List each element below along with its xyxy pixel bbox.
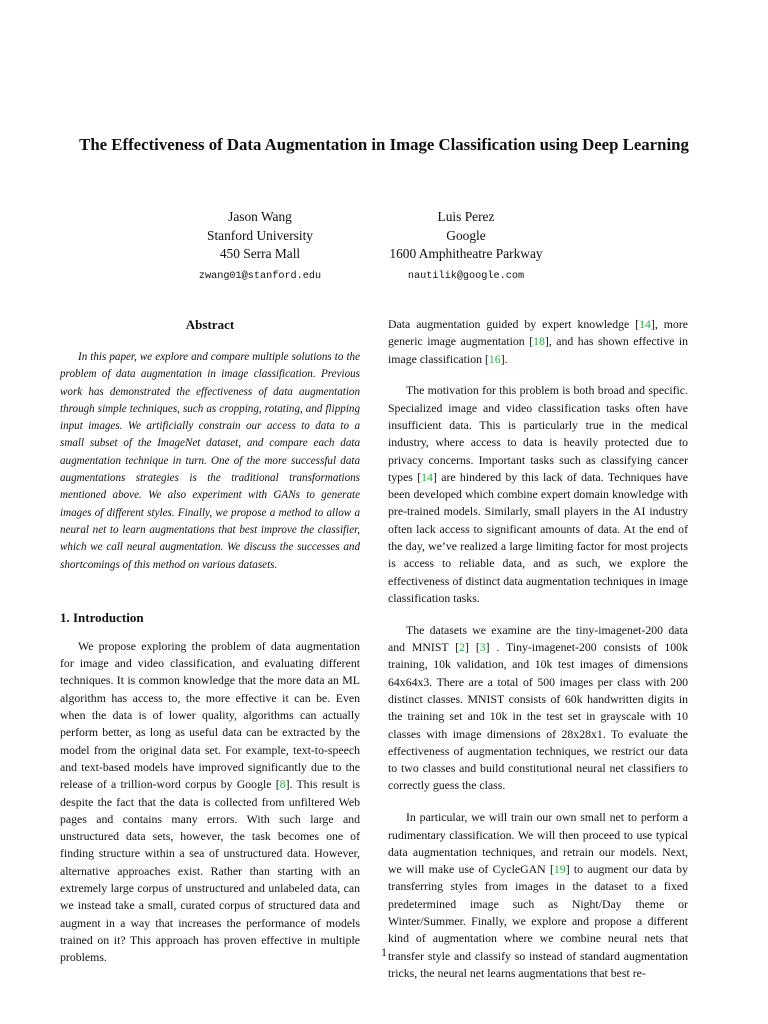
paragraph-text: ].: [500, 351, 508, 366]
citation-link[interactable]: 8: [279, 777, 286, 792]
paragraph-text: The datasets we examine are the tiny-imagenet-200 data and MNIST [: [388, 622, 688, 655]
author-name: Jason Wang: [228, 209, 292, 224]
citation-link[interactable]: 14: [421, 469, 433, 484]
abstract-heading: Abstract: [185, 317, 235, 332]
paragraph-text: The motivation for this problem is both broad and specific. Specialized image and video classification tasks often have insufficient data. This is particularly true in the medical industry, where access to data is heavily protected due to privacy concerns. Important tasks such as classifying cancer types [: [388, 383, 688, 484]
paragraph-text: ], and has shown effective in image classification [: [388, 334, 688, 366]
paragraph: [388, 622, 688, 795]
author-affiliation: Google: [446, 227, 486, 243]
intro-paragraph: [60, 638, 360, 967]
citation-link[interactable]: 3: [479, 640, 486, 655]
author-address: 450 Serra Mall: [219, 246, 301, 261]
paragraph: [388, 316, 688, 368]
citation-link[interactable]: 2: [459, 640, 466, 655]
citation-link[interactable]: 14: [639, 317, 651, 331]
paper-title: The Effectiveness of Data Augmentation in Image Classification using Deep Learning: [79, 135, 689, 154]
page-number: 1: [381, 945, 387, 959]
citation-link[interactable]: 19: [553, 862, 566, 877]
left-column: [60, 316, 360, 967]
right-column: [388, 316, 688, 982]
paragraph-text: ] . Tiny-imagenet-200 consists of 100k training, 10k validation, and 10k test images of dimensions 64x64x3. There are a total of 500 images per class with 200 distinct classes. MNIST consists of 60k handwritten digits in the training set and 10k in the test set in grayscale with 10 classes with image dimensions of 28x28x1. To evaluate the effectiveness of augmentation techniques, we restrict our data to two classes and build constitutional neural net classifiers to correctly guess the class.: [388, 640, 688, 793]
author-name: Luis Perez: [437, 209, 495, 224]
paragraph-text: Data augmentation guided by expert knowledge [: [388, 317, 640, 331]
paragraph-text: ] are hindered by this lack of data. Techniques have been developed which combine expert domain knowledge with pre-trained models. Similarly, small players in the AI industry often lack access to significant amounts of data. At the end of the day, we’ve realized a large limiting factor for most projects is access to reliable data, and as such, we explore the effectiveness of distinct data augmentation techniques in image classification tasks.: [388, 469, 688, 605]
author-address: 1600 Amphitheatre Parkway: [389, 246, 543, 261]
paragraph-text: We propose exploring the problem of data augmentation for image and video classification, and evaluating different techniques. It is common knowledge that the more data an ML algorithm has access to, the more effective it can be. Even when the data is of lower quality, algorithms can actually perform better, as long as useful data can be extracted by the model from the original data set. For example, text-to-speech and text-based models have improved significantly due to the release of a trillion-word corpus by Google [: [60, 638, 360, 792]
abstract-text: In this paper, we explore and compare multiple solutions to the problem of data augmentation in image classification. Previous work has demonstrated the effectiveness of data augmentation through simple techniques, such as cropping, rotating, and flipping input images. We artificially constrain our access to data to a small subset of the ImageNet dataset, and compare each data augmentation technique in turn. One of the more successful data augmentations strategies is the traditional transformations mentioned above. We also experiment with GANs to generate images of different styles. Finally, we propose a method to allow a neural net to learn augmentations that best improve the classifier, which we call neural augmentation. We discuss the successes and shortcomings of this method on various datasets.: [60, 351, 360, 571]
paragraph-text: In particular, we will train our own small net to perform a rudimentary classification. We will then proceed to use typical data augmentation techniques, and retrain our models. Next, we will make use of CycleGAN [: [388, 810, 688, 877]
section-heading-introduction: 1. Introduction: [60, 609, 144, 625]
author-block-2: [336, 208, 596, 286]
paragraph-text: ]. This result is despite the fact that the data is collected from unfiltered Web pages and contains many errors. With such large and unstructured data sets, however, the task becomes one of finding structure within a sea of unstructured data. However, alternative approaches exist. Rather than starting with an extremely large corpus of unstructured and unlabeled data, can we instead take a small, curated corpus of structured data and augment in a way that increases the performance of models trained on it? This approach has proven effective in multiple problems.: [60, 777, 361, 965]
paragraph: [388, 382, 688, 607]
author-email: nautilik@google.com: [407, 270, 525, 282]
citation-link[interactable]: 18: [533, 334, 545, 349]
paragraph-text: ], more generic image augmentation [: [388, 317, 688, 349]
citation-link[interactable]: 16: [488, 351, 501, 366]
paragraph-text: ] to augment our data by transferring styles from images in the dataset to a fixed predetermined image such as Night/Day theme or Winter/Summer. Finally, we explore and propose a different kind of augmentation where we combine neural nets that transfer style and classify so instead of standard augmentation tricks, the neural net learns augmentations that best re-: [388, 862, 688, 980]
author-affiliation: Stanford University: [207, 227, 313, 243]
paragraph-text: ] [: [465, 640, 480, 655]
author-email: zwang01@stanford.edu: [198, 270, 322, 282]
